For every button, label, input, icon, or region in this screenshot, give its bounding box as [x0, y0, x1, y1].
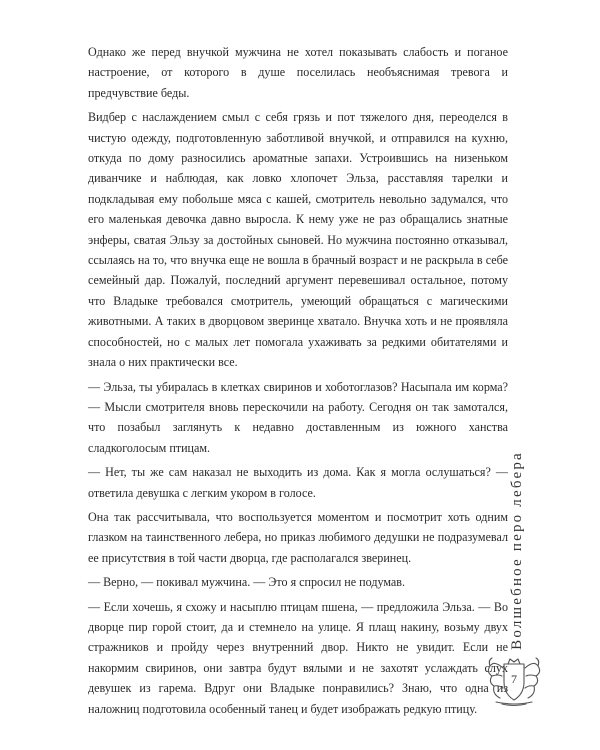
paragraph-6: — Верно, — покивал мужчина. — Это я спросил не подумав. [88, 575, 406, 590]
paragraph-5: Она так рассчитывала, что воспользуется моментом и посмотрит хоть одним глазком на таинственного лебера, но приказ любимого дедушки не подразумевал ее присутствия в той части дворца, где располагался зверинец. [88, 509, 508, 565]
paragraph-2: Видбер с наслаждением смыл с себя грязь и пот тяжелого дня, переоделся в чистую одежду, подготовленную заботливой внучкой, и отправился на кухню, откуда по дому разносились ароматные запахи. Устроившись на низеньком диванчике и наблюдая, как ловко хлопочет Эльза, расставляя тарелки и подкладывая ему побольше мяса с кашей, смотритель невольно задумался, что его маленькая девочка давно выросла. К нему уже не раз обращались знатные энферы, сватая Эльзу за достойных сыновей. Но мужчина постоянно отказывал, ссылаясь на то, что внучка еще не вошла в брачный возраст и не раскрыла в себе семейный дар. Пожалуй, последний аргумент перевешивал остальное, потому что Владыке требовался смотритель, умеющий обращаться с магическими животными. А таких в дворцовом зверинце хватало. Внучка хоть и не проявляла способностей, но с малых лет помогала ухаживать за редкими обитателями и знала о них практически все. [88, 110, 508, 370]
paragraph-7: — Если хочешь, я схожу и насыплю птицам пшена, — предложила Эльза. — Во дворце пир горой стоит, да и стемнело на улице. Я плащ накину, возьму двух стражников и пройду через внутренний двор. Никто не увидит. Если не накормим свиринов, они завтра будут вялыми и не захотят услаждать слух девушек из гарема. Вдруг они Владыке понравились? Знаю, что одна из наложниц подготовила особенный танец и будет изображать редкую птицу. [88, 599, 508, 716]
running-title [502, 450, 532, 650]
paragraph-3: — Эльза, ты убиралась в клетках свиринов и хоботоглазов? Насыпала им корма? — Мысли смотрителя вновь перескочили на работу. Сегодня он так замотался, что позабыл заглянуть к недавно доставленным из южного ханства сладкоголосым птицам. [88, 379, 508, 455]
page-number: 7 [511, 672, 517, 686]
running-title-text: Волшебное перо лебера [508, 450, 525, 650]
paragraph-4: — Нет, ты же сам наказал не выходить из дома. Как я могла ослушаться? — ответила девушка с легким укором в голосе. [88, 465, 508, 500]
body-text [88, 42, 508, 723]
paragraph-1: Однако же перед внучкой мужчина не хотел показывать слабость и поганое настроение, от которого в душе поселилась необъяснимая тревога и предчувствие беды. [88, 45, 508, 100]
